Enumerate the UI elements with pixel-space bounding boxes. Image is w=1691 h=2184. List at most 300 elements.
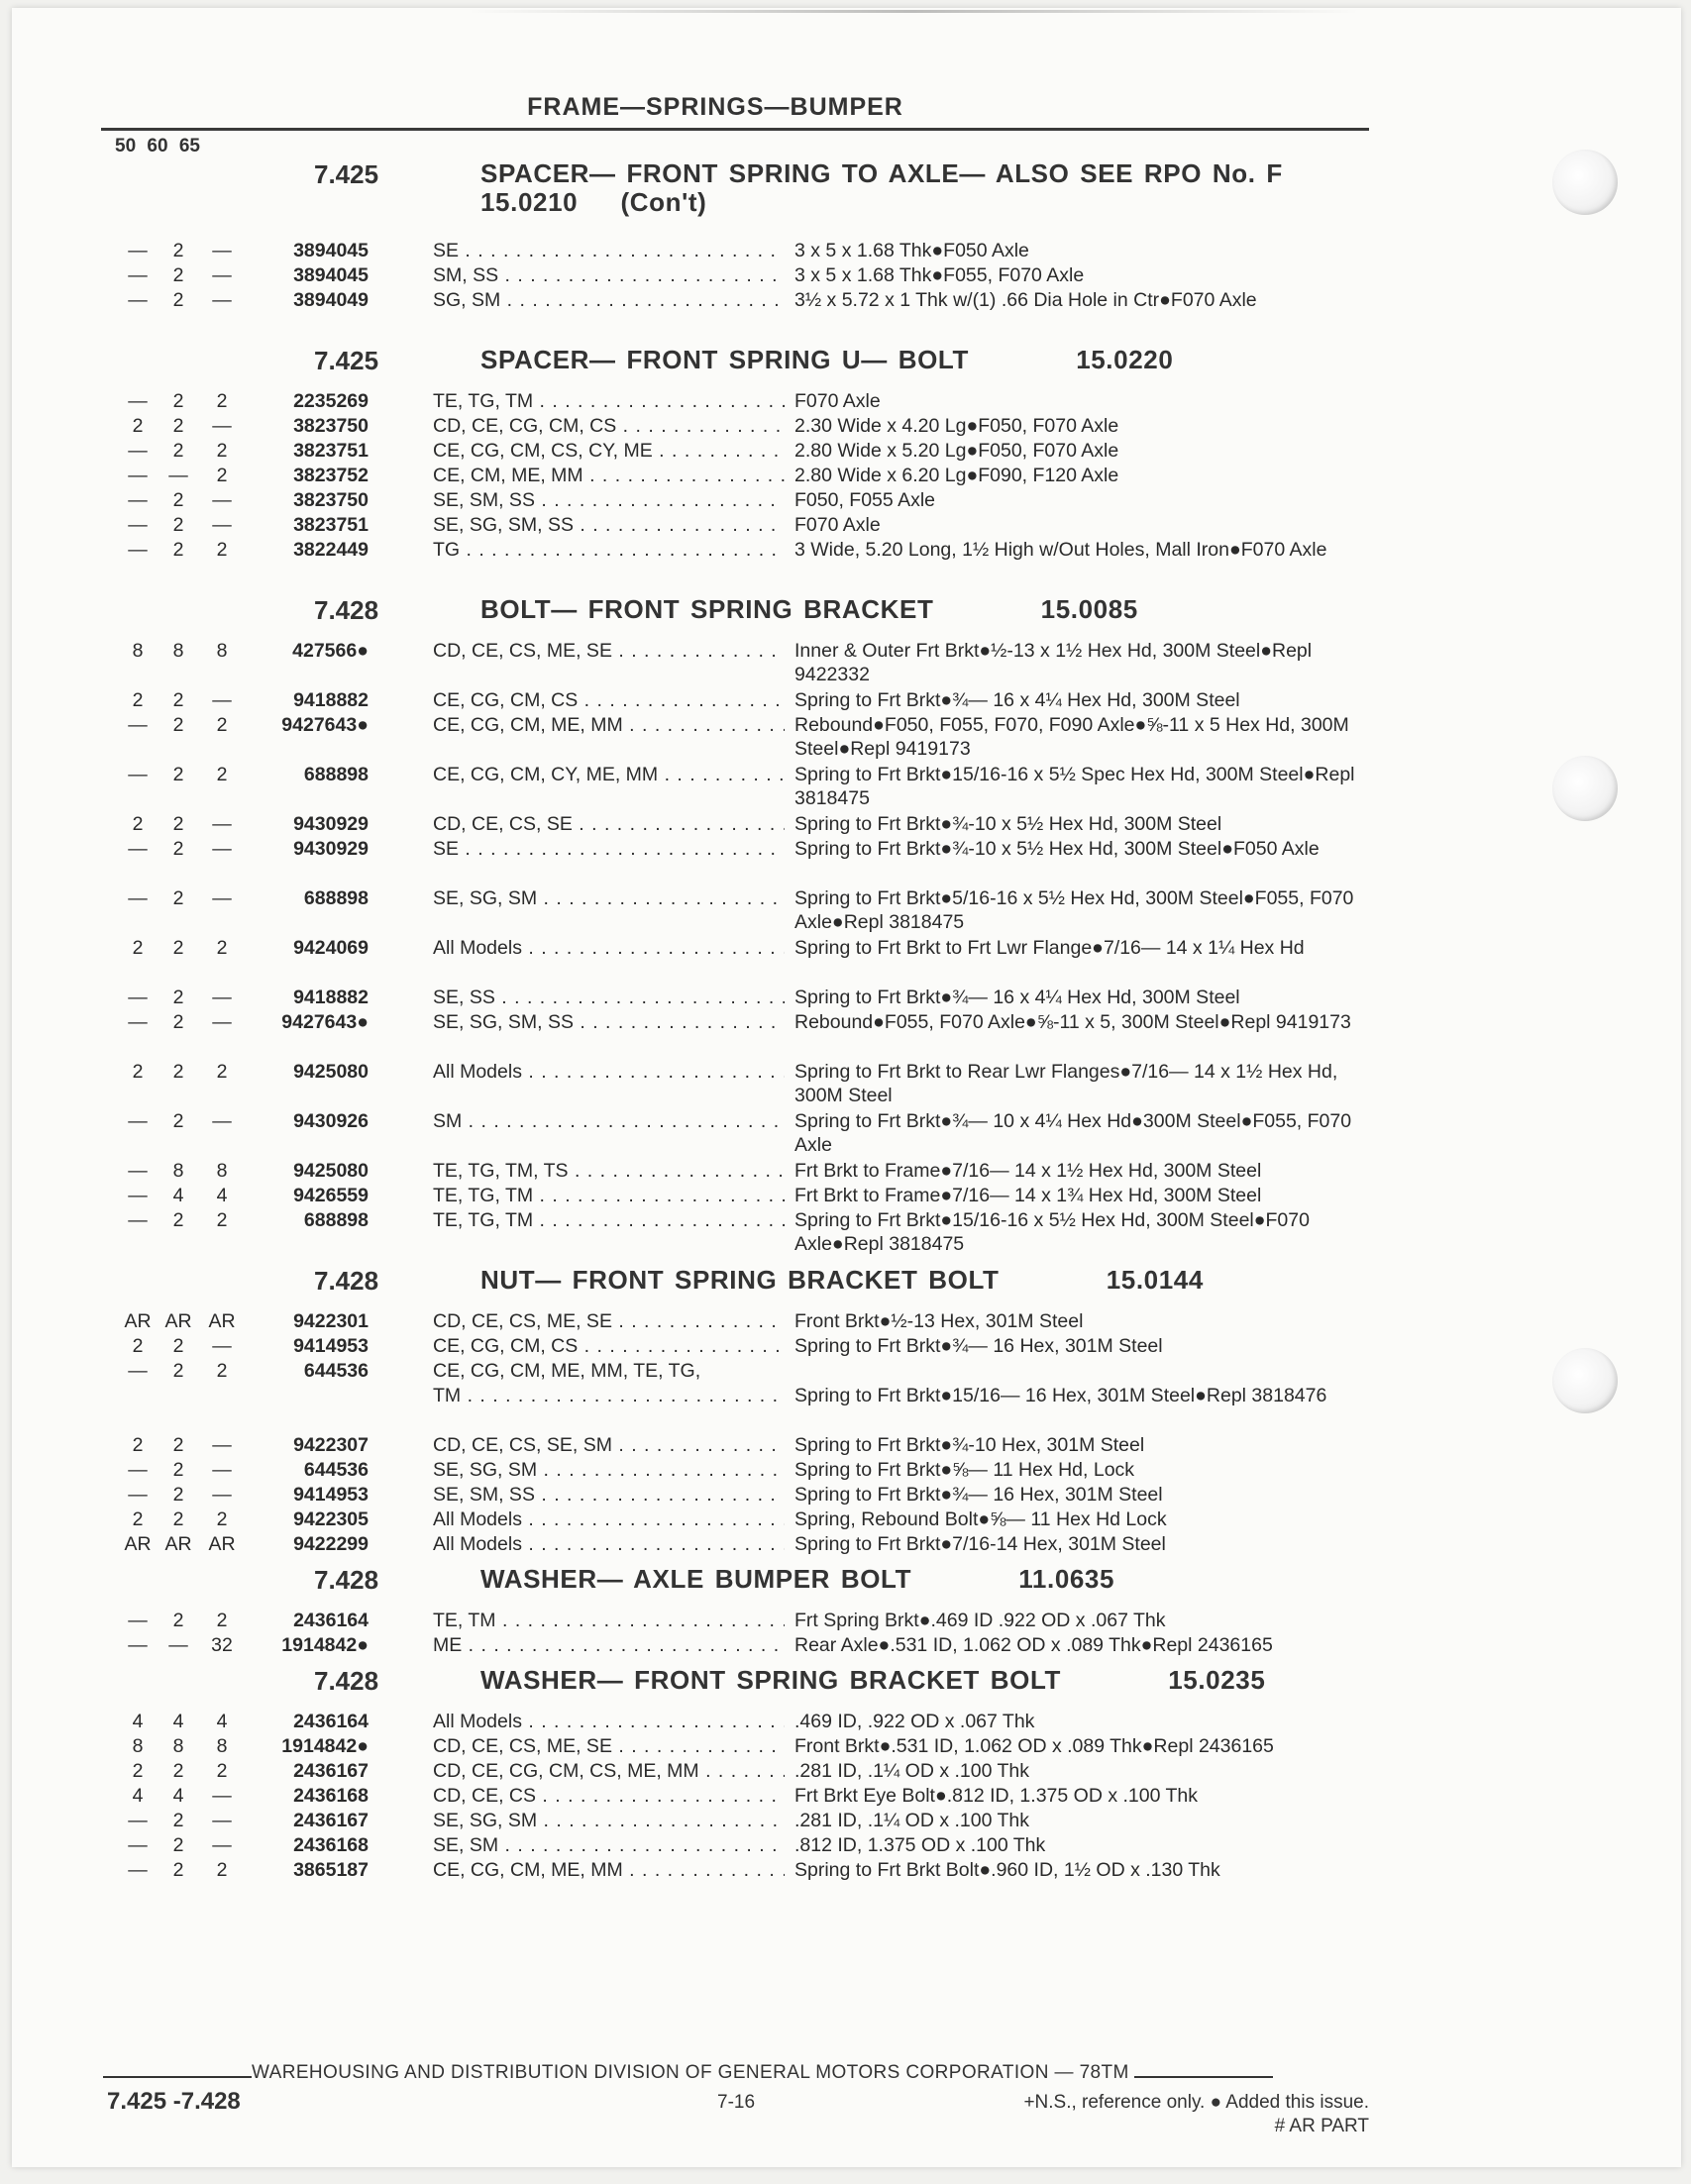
qty-60: 2 bbox=[172, 1508, 184, 1530]
part-number: 3894045 bbox=[293, 240, 369, 261]
section-header bbox=[12, 338, 1399, 389]
models: CE, CM, ME, MM . . . bbox=[433, 464, 785, 487]
models: CE, CG, CM, ME, MM . . . bbox=[433, 1858, 785, 1882]
section-title: BOLT— FRONT SPRING BRACKET 15.0085 bbox=[480, 594, 1138, 624]
section-title: SPACER— FRONT SPRING U— BOLT 15.0220 bbox=[480, 345, 1174, 374]
qty-50: — bbox=[128, 1459, 148, 1481]
part-number: 688898 bbox=[303, 764, 369, 785]
part-row bbox=[12, 1334, 1399, 1359]
qty-50: — bbox=[128, 1634, 148, 1656]
description: F050, F055 Axle bbox=[794, 489, 936, 511]
qty-65: 2 bbox=[216, 1760, 228, 1782]
qty-65: 2 bbox=[216, 390, 228, 412]
description: Spring to Frt Brkt●¾— 16 x 4¼ Hex Hd, 300M Steel bbox=[794, 689, 1240, 711]
part-row bbox=[12, 288, 1399, 338]
qty-65: — bbox=[212, 240, 232, 261]
part-number: 9425080 bbox=[293, 1061, 369, 1083]
part-number: 3823751 bbox=[293, 514, 369, 536]
qty-60: 2 bbox=[172, 1011, 184, 1033]
qty-65: — bbox=[212, 813, 232, 835]
part-number: 2235269 bbox=[293, 390, 369, 412]
qty-65: — bbox=[212, 514, 232, 536]
qty-50: — bbox=[128, 264, 148, 286]
part-row bbox=[12, 688, 1399, 713]
description: Rebound●F050, F055, F070, F090 Axle●⅝-11 x 5 Hex Hd, 300M Steel●Repl 9419173 bbox=[794, 714, 1349, 760]
qty-65: 2 bbox=[216, 1859, 228, 1881]
description: 3 x 5 x 1.68 Thk●F055, F070 Axle bbox=[794, 264, 1085, 286]
models: SE, SG, SM . . . bbox=[433, 1809, 785, 1832]
models: All Models . . . bbox=[433, 936, 785, 960]
qty-65: — bbox=[212, 1459, 232, 1481]
qty-65: 2 bbox=[216, 1061, 228, 1083]
models: CE, CG, CM, CS . . . bbox=[433, 688, 785, 712]
part-number: 2436168 bbox=[293, 1785, 369, 1807]
part-row bbox=[12, 639, 1399, 688]
description: 3 x 5 x 1.68 Thk●F050 Axle bbox=[794, 240, 1029, 261]
qty-65: — bbox=[212, 1810, 232, 1831]
qty-60: 2 bbox=[172, 714, 184, 736]
description: Spring to Frt Brkt●¾-10 Hex, 301M Steel bbox=[794, 1434, 1145, 1456]
qty-65: 2 bbox=[216, 714, 228, 736]
part-row bbox=[12, 1734, 1399, 1759]
description: Spring to Frt Brkt●7/16-14 Hex, 301M Steel bbox=[794, 1533, 1166, 1555]
description: Spring, Rebound Bolt●⅝— 11 Hex Hd Lock bbox=[794, 1508, 1167, 1530]
description: Rebound●F055, F070 Axle●⅝-11 x 5, 300M Steel●Repl 9419173 bbox=[794, 1011, 1351, 1033]
qty-65: 2 bbox=[216, 440, 228, 462]
section-header bbox=[12, 1658, 1399, 1710]
section-number: 7.428 bbox=[314, 1266, 379, 1296]
models: All Models . . . bbox=[433, 1508, 785, 1531]
part-number: 3822449 bbox=[293, 539, 369, 561]
part-number: 9426559 bbox=[293, 1185, 369, 1206]
models: TE, TG, TM . . . bbox=[433, 1184, 785, 1207]
qty-50: — bbox=[128, 1360, 148, 1382]
qty-50: 2 bbox=[132, 1061, 144, 1083]
qty-60: 2 bbox=[172, 1459, 184, 1481]
part-number: 9425080 bbox=[293, 1160, 369, 1182]
description: 2.80 Wide x 5.20 Lg●F050, F070 Axle bbox=[794, 440, 1119, 462]
models: TM . . . bbox=[433, 1384, 785, 1407]
qty-50: AR bbox=[124, 1310, 152, 1332]
part-number: 688898 bbox=[303, 887, 369, 909]
models: CD, CE, CG, CM, CS . . . bbox=[433, 414, 785, 438]
models: CE, CG, CM, CS . . . bbox=[433, 1334, 785, 1358]
qty-65: — bbox=[212, 838, 232, 860]
qty-60: 4 bbox=[172, 1785, 184, 1807]
qty-60: 2 bbox=[172, 264, 184, 286]
models: SE, SG, SM . . . bbox=[433, 1458, 785, 1482]
qty-60: 4 bbox=[172, 1711, 184, 1732]
models: SE . . . bbox=[433, 837, 785, 861]
qty-65: — bbox=[212, 1434, 232, 1456]
description: Spring to Frt Brkt●5/16-16 x 5½ Hex Hd, 300M Steel●F055, F070 Axle●Repl 3818475 bbox=[794, 887, 1354, 933]
qty-60: 2 bbox=[172, 1061, 184, 1083]
qty-60: 2 bbox=[172, 1834, 184, 1856]
section-header bbox=[12, 1557, 1399, 1609]
part-row bbox=[12, 936, 1399, 986]
qty-50: — bbox=[128, 838, 148, 860]
qty-60: 2 bbox=[172, 240, 184, 261]
part-number: 2436164 bbox=[293, 1610, 369, 1631]
qty-50: 8 bbox=[132, 640, 144, 662]
qty-50: — bbox=[128, 1011, 148, 1033]
part-row bbox=[12, 389, 1399, 414]
part-row bbox=[12, 713, 1399, 763]
part-row bbox=[12, 1809, 1399, 1833]
models: All Models . . . bbox=[433, 1710, 785, 1733]
footer-division: WAREHOUSING AND DISTRIBUTION DIVISION OF GENERAL MOTORS CORPORATION — 78TM bbox=[252, 2062, 1129, 2083]
part-row bbox=[12, 886, 1399, 936]
part-row bbox=[12, 1508, 1399, 1532]
models: CD, CE, CG, CM, CS, ME, MM . . . bbox=[433, 1759, 785, 1783]
qty-50: 8 bbox=[132, 1735, 144, 1757]
qty-65: 2 bbox=[216, 465, 228, 486]
part-number: 2436167 bbox=[293, 1810, 369, 1831]
part-number: 9414953 bbox=[293, 1335, 369, 1357]
part-row bbox=[12, 763, 1399, 812]
qty-50: — bbox=[128, 987, 148, 1008]
qty-60: 8 bbox=[172, 1160, 184, 1182]
part-row bbox=[12, 488, 1399, 513]
section-number: 7.425 bbox=[314, 346, 379, 375]
description: Spring to Frt Brkt●15/16-16 x 5½ Hex Hd, 300M Steel●F070 Axle●Repl 3818475 bbox=[794, 1209, 1310, 1255]
description: Spring to Frt Brkt to Frt Lwr Flange●7/16— 14 x 1¼ Hex Hd bbox=[794, 937, 1305, 959]
models: TE, TG, TM . . . bbox=[433, 389, 785, 413]
part-row bbox=[12, 1208, 1399, 1258]
models: CD, CE, CS, ME, SE . . . bbox=[433, 639, 785, 663]
part-row bbox=[12, 1109, 1399, 1159]
qty-60: 2 bbox=[172, 887, 184, 909]
part-row bbox=[12, 1458, 1399, 1483]
qty-65: 8 bbox=[216, 1735, 228, 1757]
qty-65: — bbox=[212, 289, 232, 311]
qty-60: 2 bbox=[172, 440, 184, 462]
qty-50: 2 bbox=[132, 813, 144, 835]
part-row bbox=[12, 513, 1399, 538]
qty-50: — bbox=[128, 1209, 148, 1231]
qty-60: 2 bbox=[172, 1335, 184, 1357]
qty-50: — bbox=[128, 440, 148, 462]
part-number: 644536 bbox=[303, 1360, 369, 1382]
qty-60: — bbox=[168, 1634, 188, 1656]
qty-60: 2 bbox=[172, 1760, 184, 1782]
models: SE . . . bbox=[433, 239, 785, 262]
qty-60: 2 bbox=[172, 539, 184, 561]
part-row bbox=[12, 1483, 1399, 1508]
section-header bbox=[12, 152, 1399, 239]
qty-60: 2 bbox=[172, 415, 184, 437]
qty-50: — bbox=[128, 514, 148, 536]
description: F070 Axle bbox=[794, 390, 881, 412]
part-number: 9418882 bbox=[293, 689, 369, 711]
qty-65: 4 bbox=[216, 1711, 228, 1732]
part-row bbox=[12, 1359, 1399, 1384]
qty-50: 2 bbox=[132, 1760, 144, 1782]
qty-65: AR bbox=[208, 1533, 236, 1555]
part-row bbox=[12, 1184, 1399, 1208]
qty-50: 2 bbox=[132, 1335, 144, 1357]
part-row bbox=[12, 263, 1399, 288]
qty-50: 2 bbox=[132, 937, 144, 959]
qty-50: — bbox=[128, 1834, 148, 1856]
models: CD, CE, CS, SE, SM . . . bbox=[433, 1433, 785, 1457]
description: Spring to Frt Brkt●¾— 16 Hex, 301M Steel bbox=[794, 1335, 1163, 1357]
title-rule bbox=[101, 128, 1369, 131]
models: TG . . . bbox=[433, 538, 785, 562]
description: 2.30 Wide x 4.20 Lg●F050, F070 Axle bbox=[794, 415, 1119, 437]
footer-rule-left bbox=[103, 2076, 252, 2078]
description: Front Brkt●.531 ID, 1.062 OD x .089 Thk●Repl 2436165 bbox=[794, 1735, 1274, 1757]
part-number: 3823750 bbox=[293, 489, 369, 511]
part-row bbox=[12, 1633, 1399, 1658]
models: TE, TG, TM, TS . . . bbox=[433, 1159, 785, 1183]
part-number: 9414953 bbox=[293, 1484, 369, 1506]
qty-50: — bbox=[128, 1859, 148, 1881]
section-number: 7.428 bbox=[314, 595, 379, 625]
part-number: 3823751 bbox=[293, 440, 369, 462]
part-number: 427566● bbox=[292, 640, 369, 662]
section-number: 7.425 bbox=[314, 159, 379, 189]
qty-65: 2 bbox=[216, 1360, 228, 1382]
qty-50: — bbox=[128, 764, 148, 785]
qty-65: — bbox=[212, 264, 232, 286]
part-row bbox=[12, 439, 1399, 464]
part-number: 688898 bbox=[303, 1209, 369, 1231]
description: Frt Brkt to Frame●7/16— 14 x 1¾ Hex Hd, 300M Steel bbox=[794, 1185, 1262, 1206]
qty-60: 4 bbox=[172, 1185, 184, 1206]
qty-65: 8 bbox=[216, 1160, 228, 1182]
part-number: 644536 bbox=[303, 1459, 369, 1481]
qty-50: 2 bbox=[132, 1508, 144, 1530]
models: SE, SG, SM, SS . . . bbox=[433, 1010, 785, 1034]
qty-50: — bbox=[128, 887, 148, 909]
qty-50: — bbox=[128, 1110, 148, 1132]
qty-65: 8 bbox=[216, 640, 228, 662]
qty-65: — bbox=[212, 1785, 232, 1807]
qty-65: 2 bbox=[216, 1209, 228, 1231]
catalog-page bbox=[12, 8, 1681, 2167]
qty-50: — bbox=[128, 465, 148, 486]
qty-50: — bbox=[128, 1185, 148, 1206]
qty-65: — bbox=[212, 415, 232, 437]
footer-ar-note: # AR PART bbox=[1274, 2116, 1369, 2136]
models: CD, CE, CS, ME, SE . . . bbox=[433, 1309, 785, 1333]
part-number: 9427643● bbox=[281, 1011, 369, 1033]
footer-page-number: 7-16 bbox=[717, 2092, 756, 2113]
part-row bbox=[12, 1710, 1399, 1734]
description: .281 ID, .1¼ OD x .100 Thk bbox=[794, 1810, 1030, 1831]
qty-60: 2 bbox=[172, 289, 184, 311]
qty-60: AR bbox=[164, 1310, 192, 1332]
parts-list bbox=[12, 152, 1399, 1883]
qty-65: 2 bbox=[216, 1610, 228, 1631]
qty-50: — bbox=[128, 240, 148, 261]
qty-60: AR bbox=[164, 1533, 192, 1555]
qty-50: AR bbox=[124, 1533, 152, 1555]
qty-60: — bbox=[168, 465, 188, 486]
part-row bbox=[12, 414, 1399, 439]
qty-60: 2 bbox=[172, 987, 184, 1008]
section-title: SPACER— FRONT SPRING TO AXLE— ALSO SEE RPO No. F 15.0210 (Con't) bbox=[480, 158, 1347, 217]
part-row bbox=[12, 1784, 1399, 1809]
scan-edge bbox=[468, 10, 1359, 13]
part-row bbox=[12, 812, 1399, 837]
part-number: 3894045 bbox=[293, 264, 369, 286]
description: Spring to Frt Brkt to Rear Lwr Flanges●7/16— 14 x 1½ Hex Hd, 300M Steel bbox=[794, 1061, 1338, 1106]
part-number: 3823750 bbox=[293, 415, 369, 437]
qty-60: 2 bbox=[172, 764, 184, 785]
part-number: 1914842● bbox=[281, 1634, 369, 1656]
models: SM . . . bbox=[433, 1109, 785, 1133]
part-row bbox=[12, 1759, 1399, 1784]
footer-rule-right bbox=[1134, 2076, 1273, 2078]
part-number: 9422307 bbox=[293, 1434, 369, 1456]
part-number: 3894049 bbox=[293, 289, 369, 311]
qty-60: 2 bbox=[172, 1810, 184, 1831]
part-row bbox=[12, 1433, 1399, 1458]
models: All Models . . . bbox=[433, 1060, 785, 1084]
models: SE, SM, SS . . . bbox=[433, 488, 785, 512]
models: CE, CG, CM, ME, MM . . . bbox=[433, 713, 785, 737]
qty-60: 2 bbox=[172, 1859, 184, 1881]
qty-60: 2 bbox=[172, 813, 184, 835]
footer-division-line bbox=[103, 2062, 1371, 2084]
description: Spring to Frt Brkt Bolt●.960 ID, 1½ OD x .130 Thk bbox=[794, 1859, 1220, 1881]
description: Front Brkt●½-13 Hex, 301M Steel bbox=[794, 1310, 1084, 1332]
models: CD, CE, CS . . . bbox=[433, 1784, 785, 1808]
qty-65: AR bbox=[208, 1310, 236, 1332]
qty-50: 4 bbox=[132, 1711, 144, 1732]
part-row bbox=[12, 1833, 1399, 1858]
models: SE, SM . . . bbox=[433, 1833, 785, 1857]
qty-65: — bbox=[212, 1110, 232, 1132]
part-number: 2436164 bbox=[293, 1711, 369, 1732]
qty-65: 4 bbox=[216, 1185, 228, 1206]
qty-65: 2 bbox=[216, 937, 228, 959]
qty-65: — bbox=[212, 1335, 232, 1357]
part-number: 2436167 bbox=[293, 1760, 369, 1782]
part-number: 9422299 bbox=[293, 1533, 369, 1555]
qty-50: 4 bbox=[132, 1785, 144, 1807]
part-number: 3823752 bbox=[293, 465, 369, 486]
qty-60: 2 bbox=[172, 489, 184, 511]
qty-50: — bbox=[128, 1810, 148, 1831]
qty-65: — bbox=[212, 1834, 232, 1856]
description: Spring to Frt Brkt●⅝— 11 Hex Hd, Lock bbox=[794, 1459, 1135, 1481]
qty-60: 2 bbox=[172, 1610, 184, 1631]
section-title: WASHER— AXLE BUMPER BOLT 11.0635 bbox=[480, 1564, 1115, 1594]
part-number: 2436168 bbox=[293, 1834, 369, 1856]
qty-50: — bbox=[128, 289, 148, 311]
qty-60: 2 bbox=[172, 1434, 184, 1456]
part-row bbox=[12, 538, 1399, 587]
qty-60: 2 bbox=[172, 937, 184, 959]
models: CD, CE, CS, ME, SE . . . bbox=[433, 1734, 785, 1758]
part-number: 9422301 bbox=[293, 1310, 369, 1332]
qty-60: 2 bbox=[172, 1484, 184, 1506]
qty-50: — bbox=[128, 489, 148, 511]
models: CE, CG, CM, CY, ME, MM . . . bbox=[433, 763, 785, 786]
qty-65: — bbox=[212, 887, 232, 909]
models: All Models . . . bbox=[433, 1532, 785, 1556]
qty-50: — bbox=[128, 390, 148, 412]
models: SE, SM, SS . . . bbox=[433, 1483, 785, 1507]
qty-60: 8 bbox=[172, 1735, 184, 1757]
part-row bbox=[12, 986, 1399, 1010]
part-number: 9430926 bbox=[293, 1110, 369, 1132]
qty-50: 2 bbox=[132, 1434, 144, 1456]
models: SM, SS . . . bbox=[433, 263, 785, 287]
description: 3 Wide, 5.20 Long, 1½ High w/Out Holes, Mall Iron●F070 Axle bbox=[794, 539, 1327, 561]
models: CD, CE, CS, SE . . . bbox=[433, 812, 785, 836]
qty-65: 2 bbox=[216, 539, 228, 561]
qty-65: — bbox=[212, 689, 232, 711]
page-title: FRAME—SPRINGS—BUMPER bbox=[527, 93, 903, 121]
description: .469 ID, .922 OD x .067 Thk bbox=[794, 1711, 1035, 1732]
section-header bbox=[12, 587, 1399, 639]
description: Frt Spring Brkt●.469 ID .922 OD x .067 Thk bbox=[794, 1610, 1166, 1631]
qty-50: — bbox=[128, 539, 148, 561]
qty-50: — bbox=[128, 1484, 148, 1506]
qty-60: 2 bbox=[172, 390, 184, 412]
part-row bbox=[12, 464, 1399, 488]
part-number: 3865187 bbox=[293, 1859, 369, 1881]
description: Rear Axle●.531 ID, 1.062 OD x .089 Thk●Repl 2436165 bbox=[794, 1634, 1273, 1656]
qty-50: — bbox=[128, 1610, 148, 1631]
description: Inner & Outer Frt Brkt●½-13 x 1½ Hex Hd, 300M Steel●Repl 9422332 bbox=[794, 640, 1313, 685]
part-number: 9424069 bbox=[293, 937, 369, 959]
models: SE, SG, SM . . . bbox=[433, 886, 785, 910]
part-row bbox=[12, 1532, 1399, 1557]
part-number: 9427643● bbox=[281, 714, 369, 736]
footer-note: +N.S., reference only. ● Added this issue. bbox=[1023, 2092, 1369, 2113]
description: Spring to Frt Brkt●¾— 10 x 4¼ Hex Hd●300M Steel●F055, F070 Axle bbox=[794, 1110, 1352, 1156]
qty-65: 2 bbox=[216, 1508, 228, 1530]
section-number: 7.428 bbox=[314, 1565, 379, 1595]
qty-50: — bbox=[128, 714, 148, 736]
model-year-header: 50 60 65 bbox=[115, 136, 200, 156]
binder-hole-top bbox=[1552, 150, 1618, 215]
models: SE, SS . . . bbox=[433, 986, 785, 1009]
description: .281 ID, .1¼ OD x .100 Thk bbox=[794, 1760, 1030, 1782]
models: SG, SM . . . bbox=[433, 288, 785, 312]
models: CE, CG, CM, CS, CY, ME . . . bbox=[433, 439, 785, 463]
qty-60: 8 bbox=[172, 640, 184, 662]
description: Spring to Frt Brkt●¾-10 x 5½ Hex Hd, 300M Steel●F050 Axle bbox=[794, 838, 1320, 860]
description: 3½ x 5.72 x 1 Thk w/(1) .66 Dia Hole in Ctr●F070 Axle bbox=[794, 289, 1257, 311]
section-header bbox=[12, 1258, 1399, 1309]
part-row bbox=[12, 239, 1399, 263]
part-number: 9430929 bbox=[293, 838, 369, 860]
binder-hole-bottom bbox=[1552, 1348, 1618, 1413]
part-row bbox=[12, 1309, 1399, 1334]
footer-range: 7.425 -7.428 bbox=[107, 2088, 241, 2115]
qty-50: 2 bbox=[132, 415, 144, 437]
description: .812 ID, 1.375 OD x .100 Thk bbox=[794, 1834, 1046, 1856]
part-number: 9418882 bbox=[293, 987, 369, 1008]
part-row bbox=[12, 1060, 1399, 1109]
description: Frt Brkt Eye Bolt●.812 ID, 1.375 OD x .100 Thk bbox=[794, 1785, 1199, 1807]
part-row bbox=[12, 1609, 1399, 1633]
section-title: NUT— FRONT SPRING BRACKET BOLT 15.0144 bbox=[480, 1265, 1204, 1295]
description: Spring to Frt Brkt●¾— 16 x 4¼ Hex Hd, 300M Steel bbox=[794, 987, 1240, 1008]
qty-65: — bbox=[212, 1011, 232, 1033]
description: Spring to Frt Brkt●¾— 16 Hex, 301M Steel bbox=[794, 1484, 1163, 1506]
description: F070 Axle bbox=[794, 514, 881, 536]
part-row bbox=[12, 1858, 1399, 1883]
description: Spring to Frt Brkt●15/16— 16 Hex, 301M Steel●Repl 3818476 bbox=[794, 1385, 1327, 1406]
section-title: WASHER— FRONT SPRING BRACKET BOLT 15.0235 bbox=[480, 1665, 1266, 1695]
